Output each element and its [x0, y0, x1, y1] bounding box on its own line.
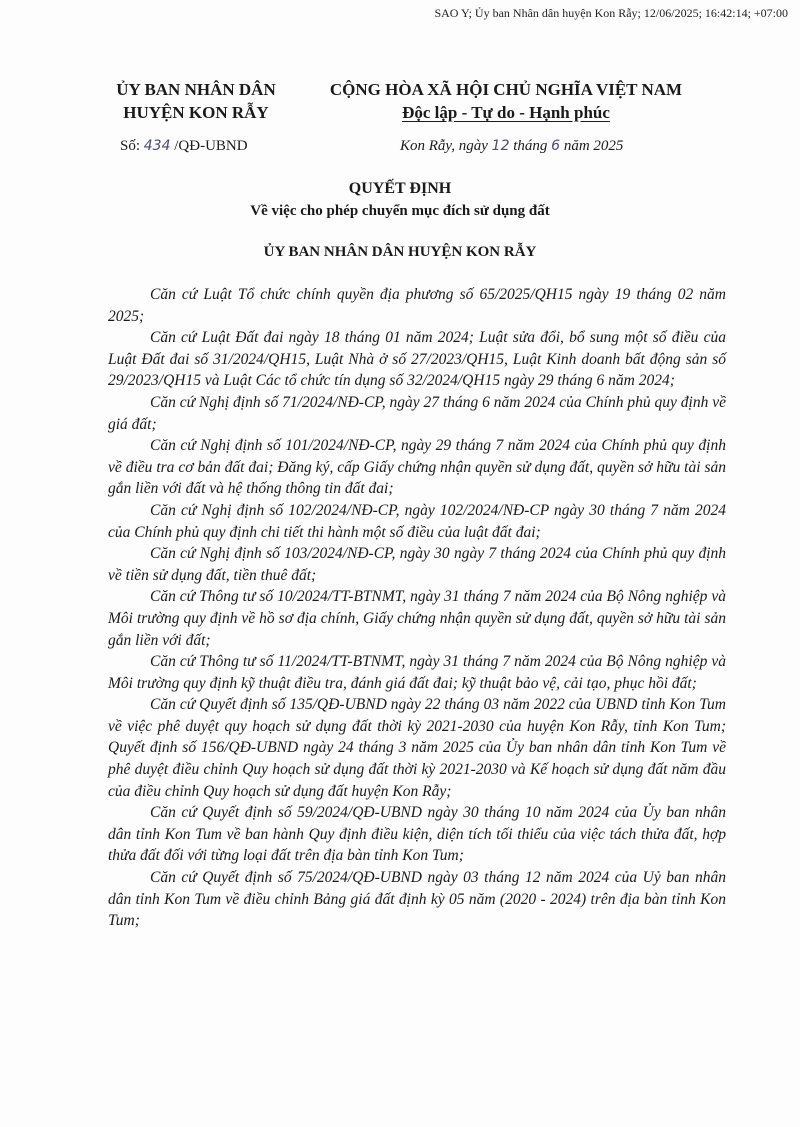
legal-basis-paragraph: Căn cứ Nghị định số 101/2024/NĐ-CP, ngày 29 tháng 7 năm 2024 của Chính phủ quy định về điều tra cơ bản đất đai; Đăng ký, cấp Giấy chứng nhận quyền sử dụng đất, quyền sở hữu tài sản gắn liền với đất và hệ thống thông tin đất đai; [108, 437, 726, 498]
legal-basis-paragraph: Căn cứ Nghị định số 71/2024/NĐ-CP, ngày 27 tháng 6 năm 2024 của Chính phủ quy định về giá đất; [108, 393, 726, 433]
issuing-agency [96, 78, 296, 124]
date-month-label: tháng [509, 138, 552, 154]
agency-line-1: ỦY BAN NHÂN DÂN [116, 80, 276, 99]
digital-copy-stamp: SAO Y; Ủy ban Nhân dân huyện Kon Rẫy; 12/06/2025; 16:42:14; +07:00 [434, 6, 788, 20]
date-line [400, 138, 623, 155]
nation-name: CỘNG HÒA XÃ HỘI CHỦ NGHĨA VIỆT NAM [329, 80, 683, 99]
legal-basis-paragraph: Căn cứ Thông tư số 10/2024/TT-BTNMT, ngày 31 tháng 7 năm 2024 của Bộ Nông nghiệp và Môi trường quy định về hồ sơ địa chính, Giấy chứng nhận quyền sử dụng đất, quyền sở hữu tài sản gắn liền với đất; [108, 588, 726, 649]
issuing-authority: ỦY BAN NHÂN DÂN HUYỆN KON RẪY [263, 244, 537, 260]
document-subtitle: Về việc cho phép chuyển mục đích sử dụng đất [250, 203, 550, 219]
date-prefix: Kon Rẫy, ngày [400, 138, 492, 154]
document-title: QUYẾT ĐỊNH [348, 180, 452, 197]
legal-basis-paragraph: Căn cứ Nghị định số 102/2024/NĐ-CP, ngày 102/2024/NĐ-CP ngày 30 tháng 7 năm 2024 của Chính phủ quy định chi tiết thi hành một số điều của luật đất đai; [108, 501, 726, 541]
date-year-label: năm 2025 [560, 138, 624, 154]
date-month-handwritten: 6 [551, 138, 561, 154]
legal-basis-paragraph: Căn cứ Quyết định số 135/QĐ-UBND ngày 22 tháng 03 năm 2022 của UBND tỉnh Kon Tum về việc phê duyệt quy hoạch sử dụng đất thời kỳ 2021-2030 của huyện Kon Rẫy, tỉnh Kon Tum; Quyết định số 156/QĐ-UBND ngày 24 tháng 3 năm 2025 của Ủy ban nhân dân tỉnh Kon Tum về phê duyệt điều chỉnh Quy hoạch sử dụng đất thời kỳ 2021-2030 và Kế hoạch sử dụng đất năm đầu của điều chỉnh Quy hoạch sử dụng đất huyện Kon Rẫy; [108, 696, 726, 800]
legal-basis-paragraph: Căn cứ Nghị định số 103/2024/NĐ-CP, ngày 30 ngày 7 tháng 2024 của Chính phủ quy định về tiền sử dụng đất, tiền thuê đất; [108, 545, 726, 584]
legal-basis-paragraph: Căn cứ Quyết định số 75/2024/QĐ-UBND ngày 03 tháng 12 năm 2024 của Uỷ ban nhân dân tỉnh Kon Tum về điều chỉnh Bảng giá đất định kỳ 05 năm (2020 - 2024) trên địa bàn tỉnh Kon Tum; [108, 869, 726, 930]
national-header [306, 78, 706, 124]
agency-line-2: HUYỆN KON RẪY [123, 103, 269, 122]
doc-number-suffix: /QĐ-UBND [170, 138, 248, 154]
legal-basis-paragraph: Căn cứ Luật Đất đai ngày 18 tháng 01 năm 2024; Luật sửa đổi, bổ sung một số điều của Luật Đất đai số 31/2024/QH15, Luật Nhà ở số 27/2023/QH15, Luật Kinh doanh bất động sản số 29/2023/QH15 và Luật Các tổ chức tín dụng số 32/2024/QH15 ngày 29 tháng 6 năm 2024; [108, 329, 726, 390]
doc-number-handwritten: 434 [143, 138, 171, 154]
date-day-handwritten: 12 [491, 138, 510, 154]
document-number [120, 138, 248, 155]
national-motto: Độc lập - Tự do - Hạnh phúc [402, 103, 610, 122]
doc-number-prefix: Số: [120, 138, 144, 154]
legal-basis-paragraph: Căn cứ Quyết định số 59/2024/QĐ-UBND ngày 30 tháng 10 năm 2024 của Ủy ban nhân dân tỉnh Kon Tum về ban hành Quy định điều kiện, diện tích tối thiểu của việc tách thửa đất, hợp thửa đất đối với từng loại đất trên địa bàn tỉnh Kon Tum; [108, 804, 726, 865]
legal-basis-paragraph: Căn cứ Luật Tổ chức chính quyền địa phương số 65/2025/QH15 ngày 19 tháng 02 năm 2025; [108, 286, 726, 325]
legal-basis-paragraph: Căn cứ Thông tư số 11/2024/TT-BTNMT, ngày 31 tháng 7 năm 2024 của Bộ Nông nghiệp và Môi trường quy định kỹ thuật điều tra, đánh giá đất đai; kỹ thuật bảo vệ, cải tạo, phục hồi đất; [108, 653, 726, 692]
legal-basis-section [108, 284, 726, 932]
